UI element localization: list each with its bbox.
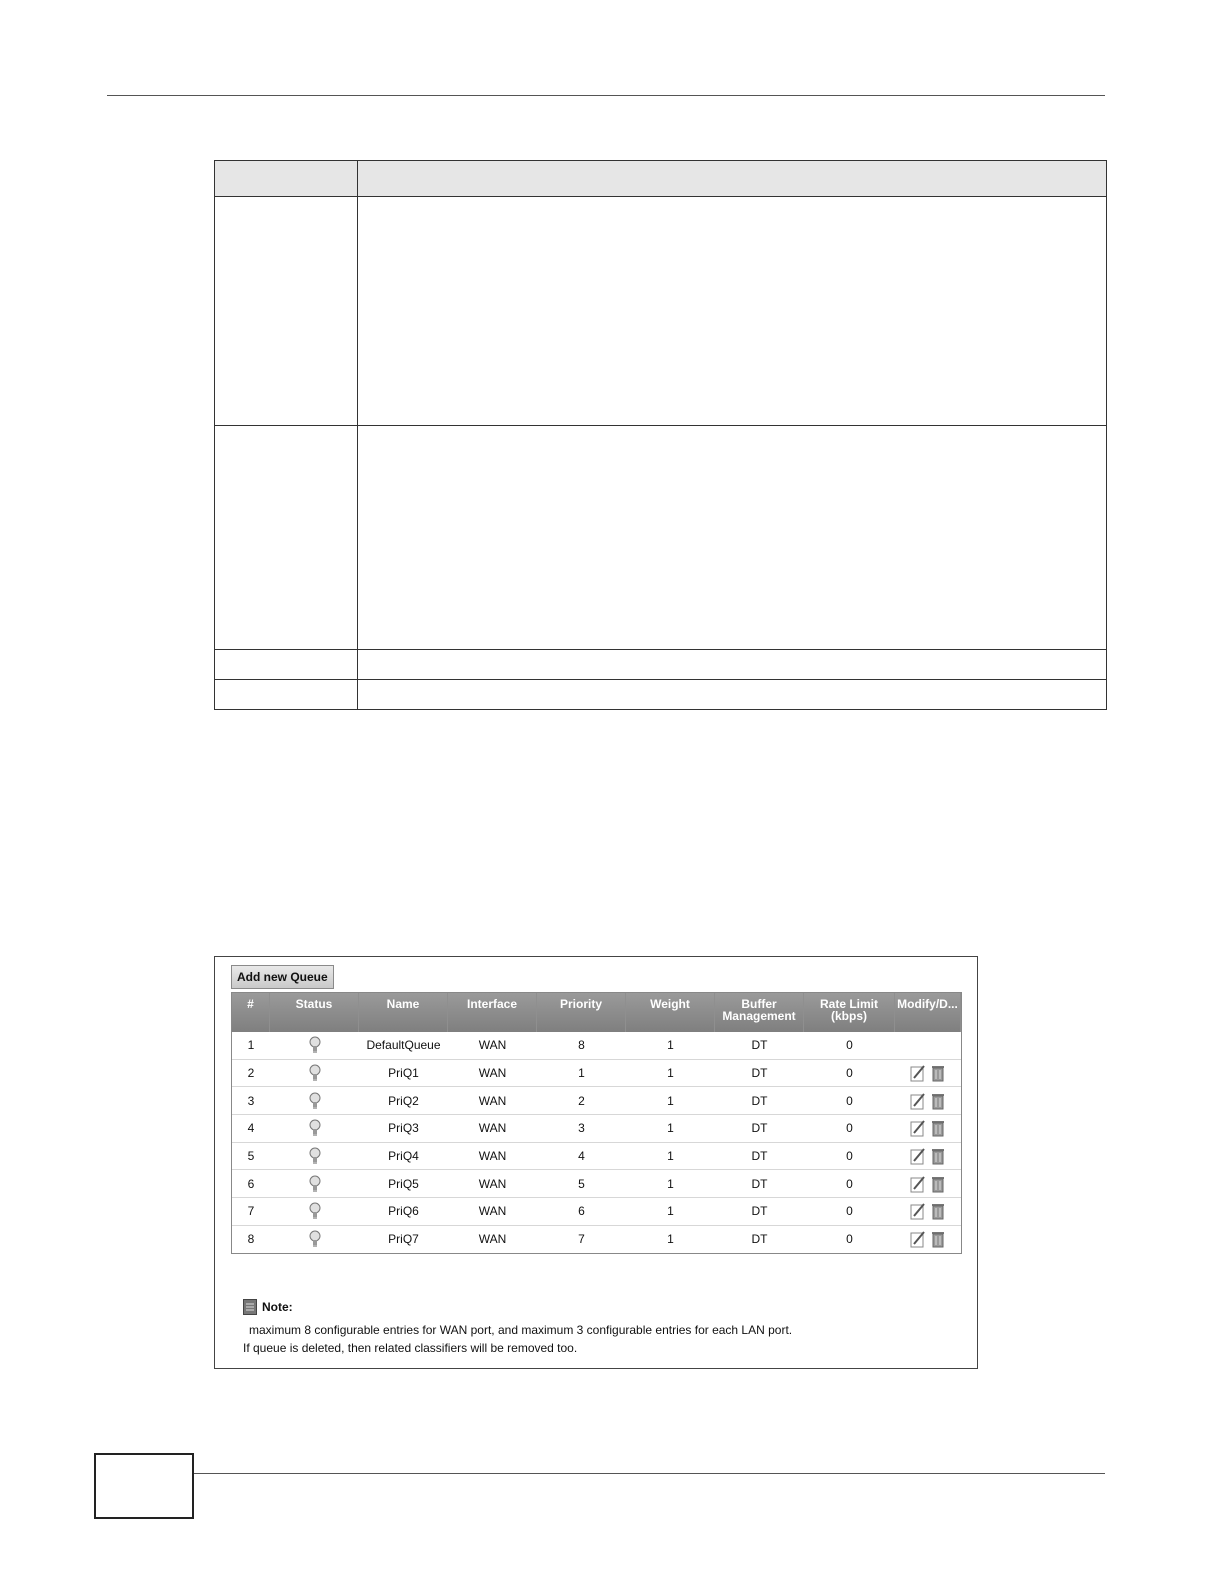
col-status-header: Status <box>270 993 359 1032</box>
add-new-queue-button[interactable]: Add new Queue <box>231 965 334 989</box>
bulb-icon[interactable] <box>308 1148 322 1162</box>
bulb-icon[interactable] <box>308 1093 322 1107</box>
edit-icon[interactable] <box>910 1147 926 1165</box>
cell-priority: 6 <box>578 1204 585 1219</box>
bulb-icon[interactable] <box>308 1038 322 1052</box>
cell-interface: WAN <box>478 1176 507 1191</box>
table-row <box>232 1032 961 1059</box>
cell-rate-limit: 0 <box>846 1093 853 1108</box>
cell-priority: 3 <box>578 1121 585 1136</box>
cell-interface: WAN <box>478 1149 507 1164</box>
cell-rate-limit: 0 <box>846 1232 853 1247</box>
note-line-1: maximum 8 configurable entries for WAN port, and maximum 3 configurable entries for each LAN port. <box>249 1323 793 1337</box>
cell-buffer: DT <box>751 1066 768 1081</box>
cell-weight: 1 <box>667 1038 674 1053</box>
cell-status <box>270 1202 359 1220</box>
edit-icon[interactable] <box>910 1202 926 1220</box>
edit-icon[interactable] <box>910 1175 926 1193</box>
cell-buffer: DT <box>751 1038 768 1053</box>
page-number-box <box>94 1453 194 1519</box>
cell-status <box>270 1092 359 1110</box>
table-row <box>232 1197 961 1225</box>
cell-weight: 1 <box>667 1121 674 1136</box>
cell-buffer: DT <box>751 1149 768 1164</box>
cell-num: 5 <box>247 1149 255 1164</box>
cell-name: PriQ1 <box>388 1066 419 1081</box>
footer-rule <box>192 1473 1105 1474</box>
cell-modify <box>895 1064 961 1082</box>
cell-status <box>270 1036 359 1054</box>
col-priority-header: Priority <box>537 993 626 1032</box>
cell-priority: 4 <box>578 1149 585 1164</box>
description-table <box>214 160 1107 710</box>
cell-priority: 2 <box>578 1093 585 1108</box>
cell-priority: 1 <box>578 1066 585 1081</box>
delete-icon[interactable] <box>930 1230 946 1248</box>
cell-rate-limit: 0 <box>846 1121 853 1136</box>
cell-num: 1 <box>247 1038 255 1053</box>
bulb-icon[interactable] <box>308 1065 322 1079</box>
cell-name: PriQ6 <box>388 1204 419 1219</box>
cell-weight: 1 <box>667 1149 674 1164</box>
cell-status <box>270 1119 359 1137</box>
col-name-header: Name <box>359 993 448 1032</box>
cell-modify <box>895 1175 961 1193</box>
cell-interface: WAN <box>478 1232 507 1247</box>
cell-interface: WAN <box>478 1121 507 1136</box>
cell-rate-limit: 0 <box>846 1204 853 1219</box>
queue-table <box>231 992 962 1254</box>
table-body <box>232 1032 961 1253</box>
table-row <box>232 1225 961 1253</box>
cell-status <box>270 1230 359 1248</box>
cell-weight: 1 <box>667 1093 674 1108</box>
cell-num: 6 <box>247 1176 255 1191</box>
bulb-icon[interactable] <box>308 1176 322 1190</box>
cell-priority: 8 <box>578 1038 585 1053</box>
table-row <box>232 1169 961 1197</box>
cell-priority: 5 <box>578 1176 585 1191</box>
cell-num: 8 <box>247 1232 255 1247</box>
cell-rate-limit: 0 <box>846 1066 853 1081</box>
cell-rate-limit: 0 <box>846 1176 853 1191</box>
cell-weight: 1 <box>667 1204 674 1219</box>
delete-icon[interactable] <box>930 1119 946 1137</box>
cell-status <box>270 1175 359 1193</box>
delete-icon[interactable] <box>930 1092 946 1110</box>
cell-buffer: DT <box>751 1232 768 1247</box>
cell-status <box>270 1064 359 1082</box>
cell-name: PriQ3 <box>388 1121 419 1136</box>
queue-setup-screen <box>214 956 978 1369</box>
cell-num: 7 <box>247 1204 255 1219</box>
table-row <box>232 1059 961 1087</box>
cell-buffer: DT <box>751 1121 768 1136</box>
table-header <box>232 993 961 1032</box>
cell-name: PriQ7 <box>388 1232 419 1247</box>
col-num-header: # <box>232 993 270 1032</box>
cell-num: 3 <box>247 1093 255 1108</box>
cell-interface: WAN <box>478 1093 507 1108</box>
cell-buffer: DT <box>751 1093 768 1108</box>
cell-modify <box>895 1092 961 1110</box>
cell-interface: WAN <box>478 1204 507 1219</box>
cell-weight: 1 <box>667 1176 674 1191</box>
delete-icon[interactable] <box>930 1202 946 1220</box>
cell-rate-limit: 0 <box>846 1038 853 1053</box>
delete-icon[interactable] <box>930 1175 946 1193</box>
col-weight-header: Weight <box>626 993 715 1032</box>
cell-name: DefaultQueue <box>366 1038 441 1053</box>
cell-interface: WAN <box>478 1038 507 1053</box>
edit-icon[interactable] <box>910 1064 926 1082</box>
cell-status <box>270 1147 359 1165</box>
col-rate-limit-header: Rate Limit (kbps) <box>804 993 895 1032</box>
table-row <box>232 1142 961 1170</box>
cell-modify <box>895 1202 961 1220</box>
cell-weight: 1 <box>667 1066 674 1081</box>
delete-icon[interactable] <box>930 1064 946 1082</box>
edit-icon[interactable] <box>910 1119 926 1137</box>
cell-modify <box>895 1230 961 1248</box>
cell-rate-limit: 0 <box>846 1149 853 1164</box>
bulb-icon[interactable] <box>308 1231 322 1245</box>
col-buffer-header: Buffer Management <box>715 993 804 1032</box>
cell-modify <box>895 1147 961 1165</box>
cell-name: PriQ4 <box>388 1149 419 1164</box>
cell-num: 4 <box>247 1121 255 1136</box>
cell-weight: 1 <box>667 1232 674 1247</box>
note-line-2: If queue is deleted, then related classifiers will be removed too. <box>243 1341 578 1355</box>
bulb-icon[interactable] <box>308 1204 322 1218</box>
note-icon <box>243 1299 257 1315</box>
col-interface-header: Interface <box>448 993 537 1032</box>
note-title: Note: <box>262 1300 293 1314</box>
bulb-icon[interactable] <box>308 1121 322 1135</box>
edit-icon[interactable] <box>910 1092 926 1110</box>
cell-buffer: DT <box>751 1176 768 1191</box>
col-modify-header: Modify/D... <box>895 993 961 1032</box>
cell-priority: 7 <box>578 1232 585 1247</box>
note-block <box>243 1299 293 1315</box>
cell-modify <box>895 1119 961 1137</box>
cell-num: 2 <box>247 1066 255 1081</box>
edit-icon[interactable] <box>910 1230 926 1248</box>
delete-icon[interactable] <box>930 1147 946 1165</box>
table-row <box>232 1086 961 1114</box>
header-rule <box>107 95 1105 96</box>
cell-name: PriQ5 <box>388 1176 419 1191</box>
cell-buffer: DT <box>751 1204 768 1219</box>
cell-name: PriQ2 <box>388 1093 419 1108</box>
table-row <box>232 1114 961 1142</box>
cell-interface: WAN <box>478 1066 507 1081</box>
